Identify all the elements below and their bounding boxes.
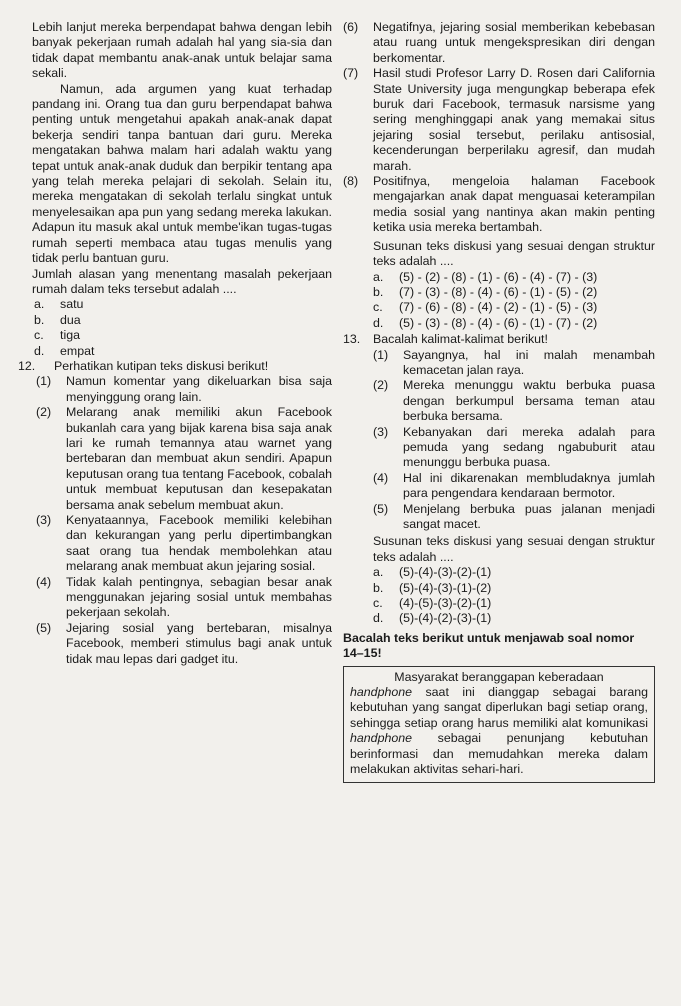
item-4: (4) Hal ini dikarenakan membludaknya jumlah para pengendara kendaraan bermotor. [373, 470, 655, 501]
continued-items [343, 20, 655, 236]
item-2: (2) Melarang anak memiliki akun Facebook bukanlah cara yang bijak karena bisa saja anak lari ke rumah temannya atau warnet yang bertebaran dan membuat akun sendiri. Apapun keputusan orang tua tentang Facebook, cobalah untuk membuat keputusan dan kesepakatan bersama anak sebelum membuat akun. [36, 405, 332, 512]
item-1: (1) Sayangnya, hal ini malah menambah kemacetan jalan raya. [373, 347, 655, 377]
item-6: (6) Negatifnya, jejaring sosial memberikan kebebasan atau ruang untuk mengekspresikan diri dengan berkomentar. [343, 20, 655, 65]
passage-body-mid: saat ini dianggap sebagai barang kebutuhan yang sangat diperlukan bagi setiap orang, sehingga setiap orang harus memiliki alat komunikasi [350, 685, 648, 730]
passage-title-line: Masyarakat beranggapan keberadaan [394, 669, 604, 684]
option-a[interactable]: a. (5) - (2) - (8) - (1) - (6) - (4) - (7) - (3) [373, 269, 598, 284]
option-b[interactable]: b. dua [34, 312, 81, 327]
question-susunan-1: Susunan teks diskusi yang sesuai dengan struktur teks adalah .... [373, 238, 655, 269]
question-12-items [32, 374, 332, 667]
left-column [18, 20, 332, 667]
option-d[interactable]: d. empat [34, 343, 95, 358]
option-d[interactable]: d. (5)-(4)-(2)-(3)-(1) [373, 611, 492, 626]
question-13-text: Bacalah kalimat-kalimat berikut! [373, 332, 548, 347]
intro-paragraph-1: Lebih lanjut mereka berpendapat bahwa dengan lebih banyak pekerjaan rumah adalah hal yang sia-sia dan tidak dapat membantu anak-anak untuk belajar sama sekali. [32, 20, 332, 81]
item-3: (3) Kenyataannya, Facebook memiliki kelebihan dan kekurangan yang perlu dipertimbangkan saat orang tua hendak membolehkan atau melarang anak membuat akun jejaring sosial. [36, 513, 332, 574]
question-13 [343, 332, 655, 347]
passage-italic-2: handphone [350, 731, 413, 746]
option-a[interactable]: a. satu [34, 297, 84, 312]
option-c[interactable]: c. (4)-(5)-(3)-(2)-(1) [373, 596, 492, 611]
question-13-number: 13. [343, 332, 361, 347]
question-12 [18, 358, 332, 374]
item-4: (4) Tidak kalah pentingnya, sebagian besar anak menggunakan jejaring sosial untuk membahas pekerjaan sekolah. [36, 574, 332, 620]
question-13-options [343, 565, 655, 627]
question-13-prompt: Susunan teks diskusi yang sesuai dengan struktur teks adalah .... [373, 534, 655, 564]
option-c[interactable]: c. tiga [34, 328, 80, 343]
option-d[interactable]: d. (5) - (3) - (8) - (4) - (6) - (1) - (7) - (2) [373, 315, 598, 330]
item-5: (5) Menjelang berbuka puas jalanan menjadi sangat macet. [373, 501, 655, 531]
question-13-items [343, 348, 655, 533]
question-12-number: 12. [18, 358, 36, 373]
item-7: (7) Hasil studi Profesor Larry D. Rosen dari California State University juga mengungkap beberapa efek buruk dari Facebook, termasuk narsisme yang sering menghinggapi anak yang memakai situs jejaring sosial tersebut, perilaku antisosial, kecenderungan berperilaku agresif, dan mudah marah. [343, 66, 655, 173]
item-5: (5) Jejaring sosial yang bertebaran, misalnya Facebook, memberi stimulus bagi anak untuk tidak mau lepas dari gadget itu. [36, 620, 332, 666]
question-jumlah-options [32, 297, 332, 359]
item-8: (8) Positifnya, mengeloia halaman Facebook mengajarkan anak dapat menguasai keterampilan media sosial yang nantinya akan makin penting ketika usia mereka bertambah. [343, 174, 655, 235]
reading-instruction: Bacalah teks berikut untuk menjawab soal nomor 14–15! [343, 630, 635, 661]
question-12-text: Perhatikan kutipan teks diskusi berikut! [54, 358, 269, 373]
item-2: (2) Mereka menunggu waktu berbuka puasa dengan berkumpul bersama teman atau berbuka bersama. [373, 378, 655, 424]
option-a[interactable]: a. (5)-(4)-(3)-(2)-(1) [373, 565, 492, 580]
reading-passage-box [343, 666, 655, 783]
option-b[interactable]: b. (5)-(4)-(3)-(1)-(2) [373, 580, 492, 595]
item-3: (3) Kebanyakan dari mereka adalah para pemuda yang sedang ngabuburit atau menunggu berbuka puasa. [373, 424, 655, 470]
option-b[interactable]: b. (7) - (3) - (8) - (4) - (6) - (1) - (5) - (2) [373, 284, 598, 299]
intro-paragraph-2: Namun, ada argumen yang kuat terhadap pandang ini. Orang tua dan guru berpendapat bahwa penting untuk mengetahui apakah anak-anak dapat bekerja sendiri tanpa bantuan dari guru. Mereka mengatakan bahwa malam hari adalah waktu yang tepat untuk anak-anak duduk dan berpikir tentang apa yang telah mereka pelajari di sekolah. Selain itu, mereka mengatakan di sekolah terlalu singkat untuk menyelesaikan apa pun yang sedang mereka lakukan. Adapun itu masuk akal untuk membe'ikan tugas-tugas rumah seperti membaca atau tugas menulis yang tidak perlu bantuan guru. [32, 81, 332, 266]
option-c[interactable]: c. (7) - (6) - (8) - (4) - (2) - (1) - (5) - (3) [373, 300, 598, 315]
question-susunan-1-options [343, 270, 655, 332]
item-1: (1) Namun komentar yang dikeluarkan bisa saja menyinggung orang lain. [36, 374, 332, 404]
passage-body-end: sebagai penunjang kebutuhan berinformasi dan memudahkan mereka dalam melakukan aktivitas sehari-hari. [350, 731, 648, 777]
question-jumlah-alasan: Jumlah alasan yang menentang masalah pekerjaan rumah dalam teks tersebut adalah .... [32, 266, 332, 296]
passage-italic-1: handphone [350, 685, 413, 700]
right-column [343, 20, 655, 783]
passage-body [350, 685, 648, 777]
